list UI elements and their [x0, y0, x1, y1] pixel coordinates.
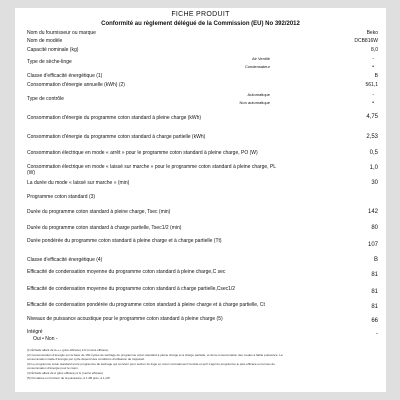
model-value: DCB816W [354, 38, 378, 44]
condensation-class-label: Classe d'efficacité énergétique (4) [27, 257, 103, 263]
partial-load-energy-label: Consommation d'énergie du programme coton standard à charge partielle (kWh) [27, 134, 206, 140]
full-load-duration-label: Durée du programme coton standard à pleine charge, Tsec (min) [27, 209, 171, 215]
partial-load-condensation-label: Efficacité de condensation moyenne du programme coton standard à charge partielle,Csec1/2 [27, 286, 236, 292]
noise-level-label: Niveaux de puissance acoustique pour le programme coton standard à pleine charge (5) [27, 316, 223, 322]
control-type-nonauto-label: Non automatique [239, 100, 270, 105]
sheet-subtitle: Conformité au règlement délégué de la Commission (EU) No 392/2012 [101, 21, 300, 27]
built-in-label: Intégré [27, 329, 43, 335]
standard-program-label: Programme coton standard (3) [27, 194, 96, 200]
off-mode-power-label: Consommation électrique en mode « arrêt » pour le programme coton standard à pleine charge, PO (W) [27, 150, 258, 156]
footnote-4: (4) Échelle allant de A (plus efficace) à G (moins efficace) [27, 371, 104, 375]
partial-load-energy-value: 2,53 [366, 134, 378, 140]
left-on-power-value: 1,0 [369, 165, 378, 171]
partial-load-duration-value: 80 [371, 225, 378, 231]
partial-load-condensation-value: 81 [371, 289, 378, 295]
weighted-condensation-label: Efficacité de condensation pondérée du programme coton standard à pleine charge et à charge partielle, Ct [27, 302, 265, 308]
product-sheet [15, 8, 386, 392]
condensation-class-value: B [373, 257, 378, 263]
annual-energy-value: 561,1 [365, 82, 378, 88]
full-load-energy-value: 4,75 [366, 114, 378, 120]
weighted-condensation-value: 81 [371, 304, 378, 310]
supplier-value: Beko [366, 30, 378, 36]
control-type-auto-label: Automatique [247, 92, 270, 97]
control-type-label: Type de contrôle [27, 96, 64, 102]
model-label: Nom de modèle [27, 38, 63, 44]
off-mode-power-value: 0,5 [369, 150, 378, 156]
weighted-duration-label: Durée pondérée du programme coton standard à pleine charge et à charge partielle (Tt) [27, 238, 222, 244]
annual-energy-label: Consommation d'énergie annuelle (kWh) (2) [27, 82, 125, 88]
footnote-2: (2) Consommation d'énergie sur la base de 160 cycles de séchage du programme coton standard à pleine charge et à charge partielle, et de la consommation des modes à faible puissance. La consommation réelle d'énergie par cycle dépend des conditions d'utilisation de l'appareil. [27, 353, 283, 361]
full-load-condensation-value: 81 [371, 272, 378, 278]
left-on-duration-label: La durée du mode « laissé sur marche » (min) [27, 180, 130, 186]
weighted-duration-value: 107 [367, 242, 378, 248]
supplier-label: Nom du fournisseur ou marque [27, 30, 96, 36]
left-on-duration-value: 30 [371, 180, 378, 186]
dryer-type-condenser-value: • [372, 64, 374, 70]
dryer-type-condenser-label: Condensateur [244, 64, 270, 69]
built-in-legend: Oui • Non - [33, 336, 58, 342]
capacity-label: Capacité nominale (kg) [27, 47, 79, 53]
left-on-power-label: Consommation électrique en mode « laissé sur marche » pour le programme coton standard à pleine charge, PL (W) [27, 164, 276, 176]
energy-class-value: B [374, 73, 378, 79]
control-type-auto-value: - [372, 92, 374, 98]
built-in-value: - [376, 331, 378, 337]
full-load-condensation-label: Efficacité de condensation moyenne du programme coton standard à pleine charge,C sec [27, 269, 226, 275]
sheet-title: FICHE PRODUIT [171, 11, 230, 18]
full-load-duration-value: 142 [367, 209, 378, 215]
capacity-value: 8,0 [371, 47, 378, 53]
dryer-type-vented-value: - [372, 56, 374, 62]
control-type-nonauto-value: • [372, 100, 374, 106]
footnote-3: (3) Le programme coton standard est le programme de séchage qui convient pour sécher du linge en coton normalement humide et qu'il s'agit du programme le plus efficace en termes de consommation d'énergie pour le coton. [27, 362, 275, 370]
partial-load-duration-label: Durée du programme coton standard à charge partielle, Tsec1/2 (min) [27, 225, 182, 231]
noise-level-value: 66 [371, 318, 378, 324]
footnote-5: (5) Pondérée en fonction de la puissance, à 1 dB près, à 1 pW [27, 376, 110, 380]
energy-class-label: Classe d'efficacité énergétique (1) [27, 73, 103, 79]
full-load-energy-label: Consommation d'énergie du programme coton standard à pleine charge (kWh) [27, 115, 202, 121]
footnote-1: (1) Échelle allant de A+++ (plus efficace) à D (moins efficace) [27, 348, 109, 352]
dryer-type-vented-label: Air Ventilé [251, 56, 270, 61]
dryer-type-label: Type de sèche-linge [27, 59, 72, 65]
